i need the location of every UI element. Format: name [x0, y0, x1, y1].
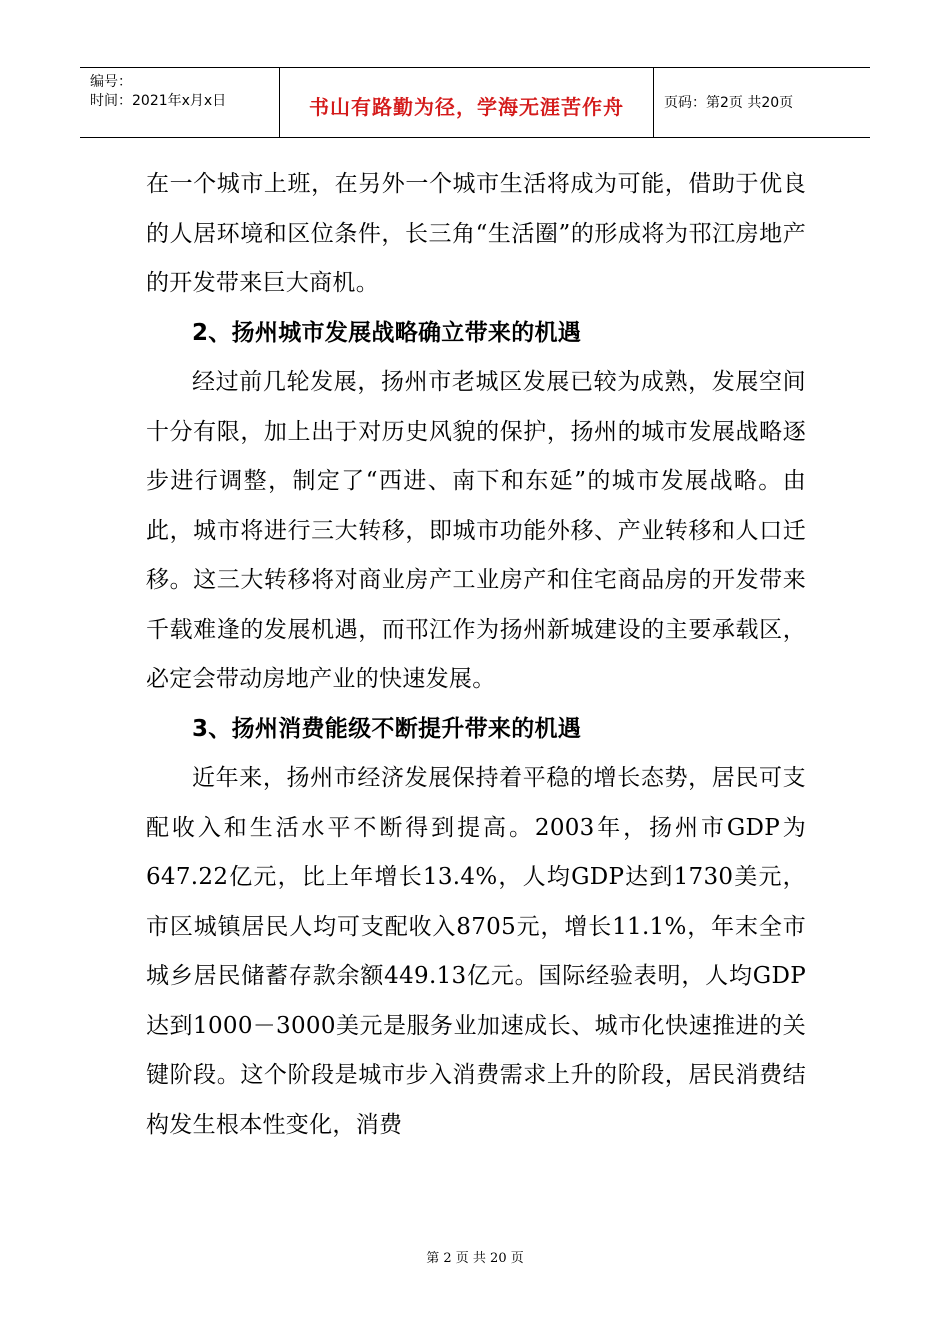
- document-body: [146, 160, 806, 1150]
- header-page-cell: [654, 68, 870, 137]
- document-header: [80, 67, 870, 138]
- time-label: 时间：2021年x月x日: [90, 93, 227, 109]
- paragraph: 近年来，扬州市经济发展保持着平稳的增长态势，居民可支配收入和生活水平不断得到提高。2003年，扬州市GDP为647.22亿元，比上年增长13.4%，人均GDP达到1730美元，市区城镇居民人均可支配收入8705元，增长11.1%，年末全市城乡居民储蓄存款余额449.13亿元。国际经验表明，人均GDP达到1000－3000美元是服务业加速成长、城市化快速推进的关键阶段。这个阶段是城市步入消费需求上升的阶段，居民消费结构发生根本性变化，消费: [146, 765, 806, 1138]
- paragraph: 经过前几轮发展，扬州市老城区发展已较为成熟，发展空间十分有限，加上出于对历史风貌的保护，扬州的城市发展战略逐步进行调整，制定了“西进、南下和东延”的城市发展战略。由此，城市将进行三大转移，即城市功能外移、产业转移和人口迁移。这三大转移将对商业房产工业房产和住宅商品房的开发带来千载难逢的发展机遇，而邗江作为扬州新城建设的主要承载区，必定会带动房地产业的快速发展。: [146, 369, 806, 692]
- motto-text: 书山有路勤为径，学海无涯苦作舟: [309, 95, 624, 119]
- page-info: 页码：第2页 共20页: [664, 95, 794, 111]
- header-motto-cell: [280, 68, 654, 137]
- header-meta-cell: [80, 68, 280, 137]
- section-heading: 3、扬州消费能级不断提升带来的机遇: [192, 715, 582, 742]
- section-heading: 2、扬州城市发展战略确立带来的机遇: [192, 319, 582, 346]
- paragraph: 在一个城市上班，在另外一个城市生活将成为可能，借助于优良的人居环境和区位条件，长三角“生活圈”的形成将为邗江房地产的开发带来巨大商机。: [146, 171, 806, 296]
- number-label: 编号：: [90, 74, 132, 90]
- page-footer: 第 2 页 共 20 页: [426, 1251, 524, 1266]
